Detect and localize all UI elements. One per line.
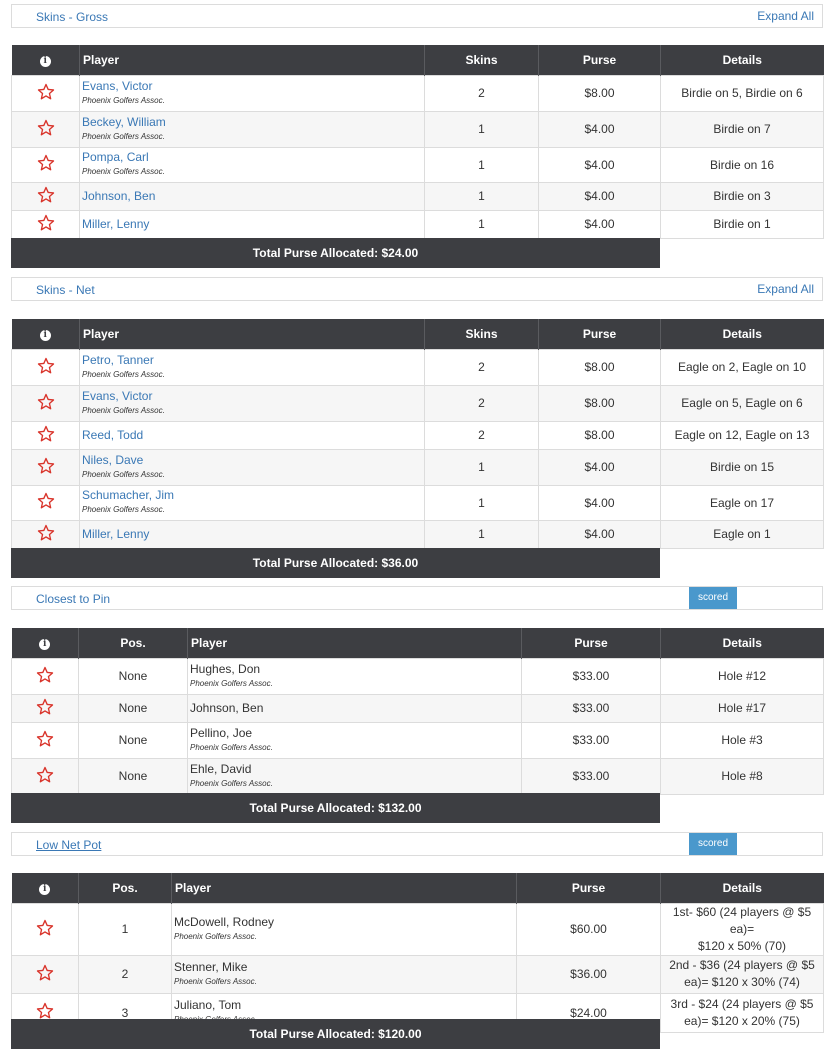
player-association: Phoenix Golfers Assoc. <box>82 95 165 105</box>
skins-header: Skins <box>425 45 539 75</box>
purse-cell: $36.00 <box>517 955 661 993</box>
player-cell <box>80 182 425 210</box>
details-cell: Eagle on 1 <box>661 520 824 548</box>
player-name-link[interactable]: Petro, Tanner <box>82 352 154 367</box>
details-header: Details <box>661 628 824 658</box>
purse-cell: $33.00 <box>522 694 661 722</box>
player-name: Johnson, Ben <box>190 700 264 715</box>
player-association: Phoenix Golfers Assoc. <box>174 976 257 986</box>
purse-cell: $4.00 <box>539 520 661 548</box>
purse-cell: $4.00 <box>539 210 661 238</box>
favorite-cell[interactable] <box>12 485 80 520</box>
pos-cell: None <box>79 758 188 794</box>
info-icon[interactable]: i <box>39 639 50 650</box>
table-row <box>12 385 824 421</box>
star-outline-icon[interactable] <box>37 492 55 510</box>
info-header[interactable] <box>12 628 79 658</box>
purse-cell: $60.00 <box>517 903 661 955</box>
details-line: $120 x 50% (70) <box>697 938 787 953</box>
player-name: Stenner, Mike <box>174 959 248 974</box>
player-name-link[interactable]: Johnson, Ben <box>82 188 156 203</box>
skins-net-table <box>11 319 824 549</box>
player-cell <box>80 210 425 238</box>
skins-cell: 1 <box>425 485 539 520</box>
skins-cell: 2 <box>425 421 539 449</box>
purse-cell: $8.00 <box>539 75 661 111</box>
player-cell <box>80 385 425 421</box>
player-cell <box>80 147 425 182</box>
details-cell: Eagle on 12, Eagle on 13 <box>661 421 824 449</box>
scored-badge: scored <box>689 587 737 609</box>
table-row <box>12 147 824 182</box>
player-name-link[interactable]: Miller, Lenny <box>82 216 150 231</box>
info-header[interactable] <box>12 319 80 349</box>
table-row <box>12 694 824 722</box>
details-cell: Birdie on 3 <box>661 182 824 210</box>
favorite-cell[interactable] <box>12 349 80 385</box>
star-outline-icon[interactable] <box>37 154 55 172</box>
pos-cell: 1 <box>79 903 172 955</box>
skins-cell: 1 <box>425 182 539 210</box>
skins-cell: 2 <box>425 349 539 385</box>
table-header <box>12 628 824 658</box>
star-outline-icon[interactable] <box>37 425 55 443</box>
player-cell <box>80 349 425 385</box>
details-cell: Eagle on 17 <box>661 485 824 520</box>
favorite-cell[interactable] <box>12 111 80 147</box>
section-title[interactable]: Skins - Gross <box>36 10 109 24</box>
table-row <box>12 722 824 758</box>
details-cell: Hole #17 <box>661 694 824 722</box>
details-line: 3rd - $24 (24 players @ $5 <box>670 996 814 1011</box>
skins-cell: 1 <box>425 111 539 147</box>
player-cell <box>172 903 517 955</box>
star-outline-icon[interactable] <box>36 1002 54 1020</box>
star-outline-icon[interactable] <box>37 83 55 101</box>
details-cell <box>661 903 824 955</box>
purse-cell: $24.00 <box>517 993 661 1032</box>
pos-cell: None <box>79 722 188 758</box>
table-row <box>12 955 824 993</box>
details-line: ea)= $120 x 20% (75) <box>684 1013 800 1028</box>
scored-badge: scored <box>689 833 737 855</box>
table-header <box>12 319 824 349</box>
table-row <box>12 210 824 238</box>
section-bar-low-net-pot <box>11 832 823 856</box>
section-title[interactable]: Closest to Pin <box>36 592 111 606</box>
favorite-cell[interactable] <box>12 955 79 993</box>
player-name: Ehle, David <box>190 761 252 776</box>
table-row <box>12 658 824 694</box>
player-cell <box>80 449 425 485</box>
info-header[interactable] <box>12 873 79 903</box>
player-association: Phoenix Golfers Assoc. <box>82 131 165 141</box>
favorite-cell[interactable] <box>12 449 80 485</box>
star-outline-icon[interactable] <box>36 766 54 784</box>
skins-cell: 1 <box>425 147 539 182</box>
player-cell <box>188 722 522 758</box>
low-net-pot-table <box>11 873 824 1033</box>
player-name-link[interactable]: Pompa, Carl <box>82 150 149 164</box>
purse-cell: $4.00 <box>539 182 661 210</box>
player-association: Phoenix Golfers Assoc. <box>190 778 273 788</box>
table-row <box>12 758 824 794</box>
purse-cell: $4.00 <box>539 485 661 520</box>
favorite-cell[interactable] <box>12 758 79 794</box>
details-cell: Eagle on 5, Eagle on 6 <box>661 385 824 421</box>
star-outline-icon[interactable] <box>36 698 54 716</box>
favorite-cell[interactable] <box>12 210 80 238</box>
details-cell <box>661 955 824 993</box>
favorite-cell[interactable] <box>12 75 80 111</box>
player-name-link[interactable]: Miller, Lenny <box>82 526 150 541</box>
skins-cell: 2 <box>425 385 539 421</box>
player-name-link[interactable]: Evans, Victor <box>82 388 153 403</box>
details-cell: Birdie on 1 <box>661 210 824 238</box>
player-header: Player <box>188 628 522 658</box>
details-line: 2nd - $36 (24 players @ $5 <box>669 958 815 972</box>
skins-header: Skins <box>425 319 539 349</box>
favorite-cell[interactable] <box>12 658 79 694</box>
player-association: Phoenix Golfers Assoc. <box>82 405 165 415</box>
player-name: Hughes, Don <box>190 661 261 676</box>
favorite-cell[interactable] <box>12 694 79 722</box>
purse-cell: $33.00 <box>522 658 661 694</box>
pos-cell: None <box>79 694 188 722</box>
total-purse-banner: Total Purse Allocated: $120.00 <box>11 1019 660 1049</box>
purse-header: Purse <box>522 628 661 658</box>
player-cell <box>80 111 425 147</box>
purse-header: Purse <box>517 873 661 903</box>
details-line: ea)= $120 x 30% (74) <box>684 975 800 989</box>
player-cell <box>172 955 517 993</box>
closest-to-pin-table <box>11 628 824 795</box>
star-outline-icon[interactable] <box>36 964 54 982</box>
table-row <box>12 349 824 385</box>
player-association: Phoenix Golfers Assoc. <box>190 678 273 688</box>
info-icon[interactable]: i <box>40 330 51 341</box>
star-outline-icon[interactable] <box>37 119 55 137</box>
pos-cell: 2 <box>79 955 172 993</box>
details-header: Details <box>661 319 824 349</box>
skins-cell: 1 <box>425 520 539 548</box>
favorite-cell[interactable] <box>12 147 80 182</box>
player-name-link[interactable]: Reed, Todd <box>82 427 144 442</box>
pos-header: Pos. <box>79 873 172 903</box>
skins-cell: 2 <box>425 75 539 111</box>
player-association: Phoenix Golfers Assoc. <box>82 469 165 479</box>
pos-cell: None <box>79 658 188 694</box>
player-header: Player <box>80 45 425 75</box>
star-outline-icon[interactable] <box>37 457 55 475</box>
details-cell <box>661 993 824 1032</box>
purse-cell: $8.00 <box>539 385 661 421</box>
star-outline-icon[interactable] <box>36 730 54 748</box>
purse-cell: $33.00 <box>522 722 661 758</box>
player-cell <box>188 658 522 694</box>
table-row <box>12 520 824 548</box>
player-association: Phoenix Golfers Assoc. <box>174 931 257 941</box>
purse-cell: $33.00 <box>522 758 661 794</box>
section-bar-skins-net <box>11 277 823 301</box>
player-name: Juliano, Tom <box>174 998 242 1012</box>
purse-cell: $4.00 <box>539 111 661 147</box>
total-purse-banner: Total Purse Allocated: $24.00 <box>11 238 660 268</box>
player-header: Player <box>80 319 425 349</box>
details-cell: Hole #8 <box>661 758 824 794</box>
pos-header: Pos. <box>79 628 188 658</box>
purse-header: Purse <box>539 319 661 349</box>
star-outline-icon[interactable] <box>37 357 55 375</box>
table-row <box>12 449 824 485</box>
player-name-link[interactable]: Evans, Victor <box>82 78 153 93</box>
total-purse-banner: Total Purse Allocated: $36.00 <box>11 548 660 578</box>
player-cell <box>188 694 522 722</box>
details-cell: Hole #3 <box>661 722 824 758</box>
details-cell: Birdie on 7 <box>661 111 824 147</box>
player-name-link[interactable]: Schumacher, Jim <box>82 488 175 502</box>
player-cell <box>80 75 425 111</box>
details-line: 1st- $60 (24 players @ $5 ea)= <box>672 904 812 936</box>
favorite-cell[interactable] <box>12 903 79 955</box>
table-row <box>12 485 824 520</box>
table-row <box>12 182 824 210</box>
player-name-link[interactable]: Beckey, William <box>82 114 166 129</box>
expand-all-link[interactable]: Expand All <box>757 282 814 296</box>
details-cell: Eagle on 2, Eagle on 10 <box>661 349 824 385</box>
purse-header: Purse <box>539 45 661 75</box>
player-header: Player <box>172 873 517 903</box>
purse-cell: $8.00 <box>539 349 661 385</box>
pos-cell: 3 <box>79 993 172 1032</box>
player-name: Pellino, Joe <box>190 725 253 740</box>
skins-gross-table <box>11 45 824 239</box>
player-association: Phoenix Golfers Assoc. <box>82 167 165 176</box>
details-cell: Hole #12 <box>661 658 824 694</box>
total-purse-banner: Total Purse Allocated: $132.00 <box>11 793 660 823</box>
player-name-link[interactable]: Niles, Dave <box>82 452 144 467</box>
section-title[interactable]: Low Net Pot <box>36 838 102 852</box>
player-cell <box>80 485 425 520</box>
player-cell <box>188 758 522 794</box>
details-header: Details <box>661 45 824 75</box>
section-bar-closest-to-pin <box>11 586 823 610</box>
star-outline-icon[interactable] <box>37 524 55 542</box>
details-header: Details <box>661 873 824 903</box>
player-association: Phoenix Golfers Assoc. <box>82 369 165 379</box>
favorite-cell[interactable] <box>12 385 80 421</box>
details-cell: Birdie on 15 <box>661 449 824 485</box>
table-header <box>12 45 824 75</box>
table-row <box>12 75 824 111</box>
info-header[interactable] <box>12 45 80 75</box>
player-association: Phoenix Golfers Assoc. <box>82 505 165 514</box>
table-row <box>12 903 824 955</box>
section-bar-skins-gross <box>11 4 823 28</box>
table-row <box>12 111 824 147</box>
purse-cell: $8.00 <box>539 421 661 449</box>
skins-cell: 1 <box>425 210 539 238</box>
expand-all-link[interactable]: Expand All <box>757 9 814 23</box>
table-header <box>12 873 824 903</box>
details-cell: Birdie on 16 <box>661 147 824 182</box>
player-cell <box>80 421 425 449</box>
star-outline-icon[interactable] <box>37 393 55 411</box>
star-outline-icon[interactable] <box>37 214 55 232</box>
details-cell: Birdie on 5, Birdie on 6 <box>661 75 824 111</box>
info-icon[interactable]: i <box>40 56 51 67</box>
favorite-cell[interactable] <box>12 520 80 548</box>
section-title[interactable]: Skins - Net <box>36 283 95 297</box>
star-outline-icon[interactable] <box>37 186 55 204</box>
purse-cell: $4.00 <box>539 449 661 485</box>
table-row <box>12 421 824 449</box>
star-outline-icon[interactable] <box>36 919 54 937</box>
skins-cell: 1 <box>425 449 539 485</box>
favorite-cell[interactable] <box>12 722 79 758</box>
player-association: Phoenix Golfers Assoc. <box>190 742 273 752</box>
favorite-cell[interactable] <box>12 421 80 449</box>
star-outline-icon[interactable] <box>36 666 54 684</box>
info-icon[interactable]: i <box>39 884 50 895</box>
player-name: McDowell, Rodney <box>174 914 275 929</box>
player-cell <box>80 520 425 548</box>
favorite-cell[interactable] <box>12 182 80 210</box>
purse-cell: $4.00 <box>539 147 661 182</box>
